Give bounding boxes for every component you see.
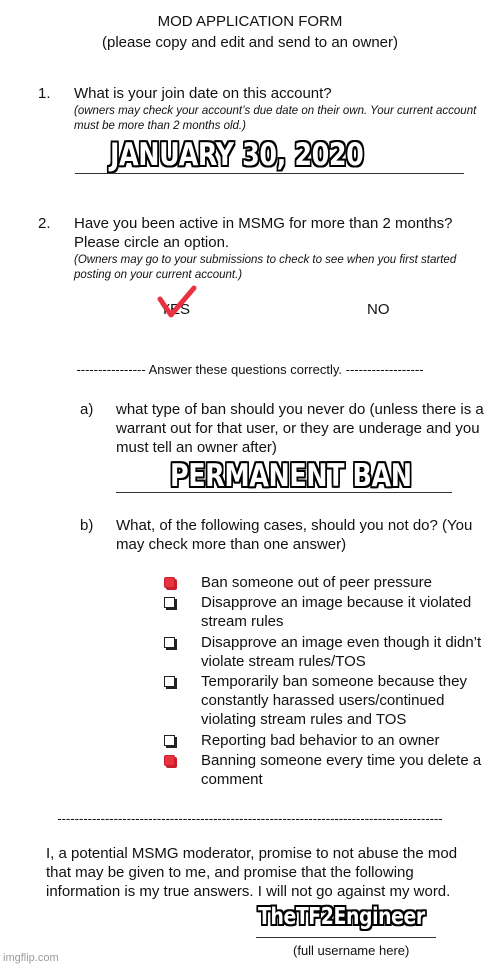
qa-answer[interactable]: PERMANENT BAN <box>170 458 412 494</box>
red-check-mark-icon <box>156 285 198 321</box>
q1-answer-line <box>75 173 464 174</box>
qb-question: What, of the following cases, should you not do? (You may check more than one answer) <box>116 517 473 553</box>
qb-letter: b) <box>80 517 94 534</box>
username-line <box>256 937 436 938</box>
option-label-stream-rules: Disapprove an image because it violated stream rules <box>201 594 472 630</box>
option-label-ban-on-delete: Banning someone every time you delete a comment <box>201 752 482 788</box>
username-answer[interactable]: TheTF2Engineer <box>258 904 425 930</box>
q1-answer[interactable]: JANUARY 30, 2020 <box>110 137 364 173</box>
qa-question: what type of ban should you never do (unless there is a warrant out for that user, or they are underage and you must tell an owner after) <box>116 401 484 456</box>
watermark: imgflip.com <box>3 952 59 964</box>
option-label-no-violation: Disapprove an image even though it didn’t violate stream rules/TOS <box>201 634 482 670</box>
option-label-peer-pressure: Ban someone out of peer pressure <box>201 574 432 591</box>
option-label-temp-ban: Temporarily ban someone because they constantly harassed users/continued violating stream rules and TOS <box>201 673 467 728</box>
checkbox-ban-on-delete[interactable] <box>164 755 175 766</box>
checkbox-peer-pressure[interactable] <box>164 577 175 588</box>
q2-note: (Owners may go to your submissions to check to see when you first started posting on your current account.) <box>74 254 457 281</box>
checkbox-report-behavior[interactable] <box>164 735 175 746</box>
checkbox-no-violation[interactable] <box>164 637 175 648</box>
form-title: MOD APPLICATION FORM <box>157 13 343 30</box>
q1-note: (owners may check your account’s due date on their own. Your current account must be more than 2 months old.) <box>74 105 477 132</box>
checkbox-stream-rules[interactable] <box>164 597 175 608</box>
username-hint: (full username here) <box>293 943 410 958</box>
bottom-divider: ----------------------------------------------------------------------------------------- <box>57 811 443 826</box>
qa-letter: a) <box>80 401 94 418</box>
option-no[interactable]: NO <box>367 301 390 318</box>
section-divider: ---------------- Answer these questions correctly. ------------------ <box>76 362 424 377</box>
checkbox-temp-ban[interactable] <box>164 676 175 687</box>
option-label-report-behavior: Reporting bad behavior to an owner <box>201 732 440 749</box>
q2-number: 2. <box>38 215 51 232</box>
option-yes[interactable]: YES <box>160 301 191 318</box>
form-subtitle: (please copy and edit and send to an owner) <box>101 34 399 51</box>
pledge-text: I, a potential MSMG moderator, promise to not abuse the mod that may be given to me, and promise that the following information is my true answers. I will not go against my word. <box>46 845 458 900</box>
q2-question: Have you been active in MSMG for more than 2 months? Please circle an option. <box>74 215 453 251</box>
q1-question: What is your join date on this account? <box>74 85 332 102</box>
q1-number: 1. <box>38 85 51 102</box>
